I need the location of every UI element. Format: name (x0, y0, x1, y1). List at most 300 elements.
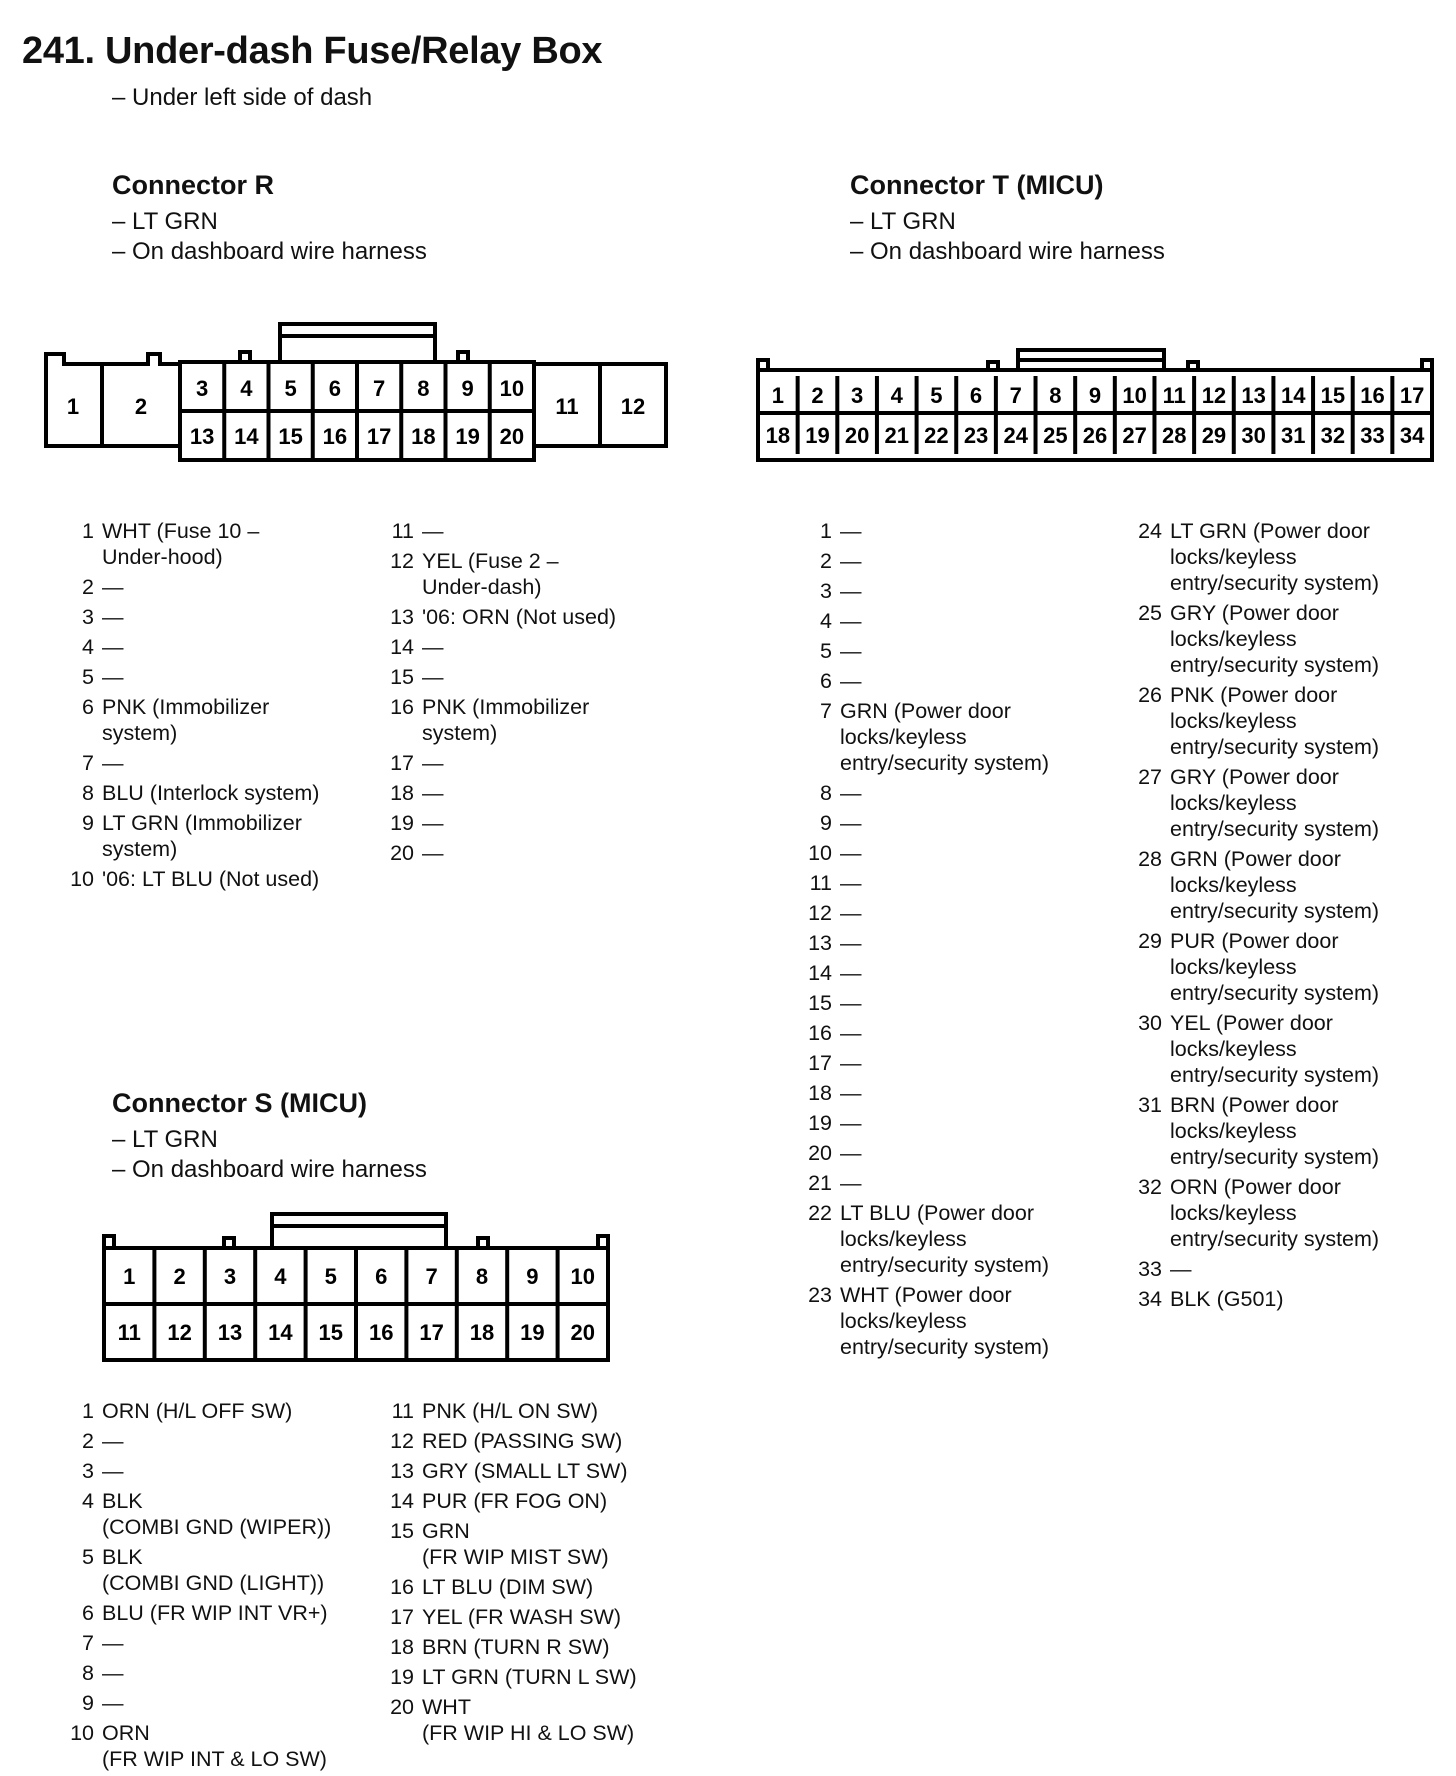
pin-number: 10 (808, 841, 832, 865)
cavity-label: 20 (570, 1320, 596, 1345)
pin-row (800, 780, 1100, 806)
connector-s-title: Connector S (MICU) (112, 1088, 367, 1118)
connector-r-diagram (44, 318, 674, 464)
pin-row (1130, 846, 1436, 924)
pin-row (1130, 1010, 1436, 1088)
pin-row (382, 1694, 702, 1746)
cavity-label: 28 (1162, 423, 1187, 448)
pin-number: 15 (390, 665, 414, 689)
pin-description: — (840, 1081, 862, 1105)
cavity-label: 18 (765, 423, 791, 448)
pin-number: 10 (70, 1721, 94, 1745)
connector-s-pins-right (382, 1398, 702, 1750)
pin-number: 14 (808, 961, 832, 985)
cavity-label: 20 (844, 423, 870, 448)
pin-row (800, 638, 1100, 664)
pin-row (62, 1458, 382, 1484)
pin-description: GRN (Power door locks/keyless entry/security system) (1170, 847, 1380, 923)
pin-row (62, 634, 382, 660)
pin-number: 34 (1138, 1287, 1162, 1311)
pin-number: 30 (1138, 1011, 1162, 1035)
cavity-label: 1 (771, 383, 784, 408)
pin-description: — (840, 961, 862, 985)
pin-description: WHT (FR WIP HI & LO SW) (422, 1695, 635, 1745)
pin-description: BLK (COMBI GND (LIGHT)) (102, 1545, 325, 1595)
cavity-label: 19 (805, 423, 830, 448)
cavity-label: 1 (66, 394, 80, 419)
cavity-label: 5 (930, 383, 943, 408)
pin-row (800, 1080, 1100, 1106)
cavity-label: 13 (217, 1320, 243, 1345)
connector-r-pins-right (382, 518, 702, 870)
cavity-label: 14 (1280, 383, 1306, 408)
pin-row (382, 1574, 702, 1600)
pin-number: 31 (1138, 1093, 1162, 1117)
pin-number: 16 (808, 1021, 832, 1045)
pin-number: 1 (82, 519, 94, 543)
pin-description: — (422, 781, 444, 805)
cavity-label: 9 (461, 376, 474, 401)
pin-row (382, 694, 702, 746)
pin-description: RED (PASSING SW) (422, 1429, 623, 1453)
cavity-label: 6 (969, 383, 983, 408)
pin-description: YEL (FR WASH SW) (422, 1605, 622, 1629)
pin-row (382, 604, 702, 630)
cavity-label: 21 (884, 423, 910, 448)
cavity-label: 17 (419, 1320, 444, 1345)
pin-description: — (840, 519, 862, 543)
cavity-label: 23 (963, 423, 989, 448)
pin-number: 12 (808, 901, 832, 925)
page-title: 241. Under-dash Fuse/Relay Box (22, 30, 603, 72)
pin-description: WHT (Fuse 10 – Under-hood) (102, 519, 260, 569)
pin-number: 19 (390, 811, 414, 835)
pin-description: BLU (Interlock system) (102, 781, 320, 805)
pin-description: — (102, 1631, 124, 1655)
connector-r-location: – On dashboard wire harness (112, 238, 427, 265)
cavity-label: 1 (123, 1264, 136, 1289)
pin-number: 5 (820, 639, 832, 663)
pin-number: 15 (390, 1519, 414, 1543)
pin-description: — (840, 811, 862, 835)
cavity-label: 3 (223, 1264, 237, 1289)
pin-number: 28 (1138, 847, 1162, 871)
pin-row (800, 518, 1100, 544)
pin-description: BLU (FR WIP INT VR+) (102, 1601, 328, 1625)
cavity-label: 10 (570, 1264, 596, 1289)
cavity-label: 15 (1320, 383, 1346, 408)
pin-description: — (422, 635, 444, 659)
cavity-label: 5 (284, 376, 297, 401)
pin-description: — (102, 751, 124, 775)
pin-number: 6 (82, 1601, 94, 1625)
cavity-label: 18 (469, 1320, 495, 1345)
cavity-label: 4 (890, 383, 903, 408)
cavity-label: 10 (499, 376, 525, 401)
cavity-label: 19 (455, 424, 480, 449)
pin-row (62, 518, 382, 570)
pin-number: 6 (82, 695, 94, 719)
pin-number: 5 (82, 665, 94, 689)
pin-number: 16 (390, 1575, 414, 1599)
pin-description: PNK (Power door locks/keyless entry/security system) (1170, 683, 1380, 759)
pin-number: 18 (808, 1081, 832, 1105)
pin-description: — (102, 605, 124, 629)
connector-t-color: – LT GRN (850, 208, 956, 235)
pin-row (800, 1020, 1100, 1046)
cavity-label: 20 (499, 424, 525, 449)
pin-description: YEL (Power door locks/keyless entry/security system) (1170, 1011, 1380, 1087)
pin-number: 13 (390, 1459, 414, 1483)
connector-r-title: Connector R (112, 170, 274, 200)
connector-t-title: Connector T (MICU) (850, 170, 1104, 200)
connector-s-color: – LT GRN (112, 1126, 218, 1153)
pin-description: — (840, 669, 862, 693)
pin-number: 7 (82, 1631, 94, 1655)
cavity-label: 16 (1360, 383, 1385, 408)
pin-row (62, 1544, 382, 1596)
cavity-label: 16 (368, 1320, 394, 1345)
cavity-label: 12 (620, 394, 646, 419)
pin-number: 17 (390, 751, 414, 775)
pin-number: 15 (808, 991, 832, 1015)
pin-description: LT GRN (Immobilizer system) (102, 811, 302, 861)
cavity-label: 9 (1088, 383, 1102, 408)
pin-number: 26 (1138, 683, 1162, 707)
cavity-label: 12 (1201, 383, 1227, 408)
connector-t-pins-left (800, 518, 1100, 1364)
connector-t-location: – On dashboard wire harness (850, 238, 1165, 265)
pin-number: 14 (390, 1489, 414, 1513)
cavity-label: 15 (278, 424, 303, 449)
cavity-label: 14 (234, 424, 259, 449)
pin-description: — (840, 991, 862, 1015)
pin-number: 20 (390, 1695, 414, 1719)
cavity-label: 30 (1241, 423, 1266, 448)
pin-number: 7 (820, 699, 832, 723)
cavity-label: 29 (1201, 423, 1227, 448)
pin-row (382, 780, 702, 806)
pin-number: 5 (82, 1545, 94, 1569)
cavity-label: 13 (189, 424, 215, 449)
pin-row (382, 1458, 702, 1484)
pin-number: 4 (82, 1489, 94, 1513)
pin-description: BRN (Power door locks/keyless entry/security system) (1170, 1093, 1380, 1169)
pin-row (382, 634, 702, 660)
pin-row (62, 810, 382, 862)
pin-number: 3 (820, 579, 832, 603)
pin-row (800, 698, 1100, 776)
cavity-label: 18 (411, 424, 436, 449)
pin-number: 9 (82, 811, 94, 835)
cavity-label: 2 (173, 1264, 186, 1289)
pin-number: 13 (390, 605, 414, 629)
pin-row (382, 1604, 702, 1630)
pin-row (1130, 764, 1436, 842)
connector-r-color: – LT GRN (112, 208, 218, 235)
pin-row (382, 1488, 702, 1514)
cavity-label: 2 (134, 394, 148, 419)
pin-number: 2 (82, 575, 94, 599)
cavity-label: 16 (322, 424, 348, 449)
pin-number: 8 (820, 781, 832, 805)
cavity-label: 19 (520, 1320, 545, 1345)
pin-description: GRN (FR WIP MIST SW) (422, 1519, 609, 1569)
pin-row (800, 960, 1100, 986)
pin-description: BLK (G501) (1170, 1287, 1284, 1311)
pin-description: — (1170, 1257, 1192, 1281)
cavity-label: 13 (1241, 383, 1266, 408)
pin-description: — (840, 639, 862, 663)
pin-row (62, 750, 382, 776)
pin-number: 16 (390, 695, 414, 719)
pin-description: ORN (FR WIP INT & LO SW) (102, 1721, 327, 1771)
pin-number: 2 (82, 1429, 94, 1453)
pin-row (800, 1200, 1100, 1278)
pin-row (62, 1660, 382, 1686)
connector-s-header (112, 1088, 427, 1185)
pin-row (62, 866, 382, 892)
pin-number: 25 (1138, 601, 1162, 625)
pin-row (800, 840, 1100, 866)
pin-row (382, 664, 702, 690)
connector-s-diagram (100, 1208, 620, 1364)
connector-t-diagram (756, 348, 1436, 464)
cavity-label: 6 (375, 1264, 388, 1289)
pin-number: 22 (808, 1201, 832, 1225)
cavity-label: 4 (240, 376, 253, 401)
pin-number: 20 (808, 1141, 832, 1165)
pin-number: 17 (390, 1605, 414, 1629)
pin-number: 21 (808, 1171, 832, 1195)
pin-row (382, 1664, 702, 1690)
pin-row (382, 1634, 702, 1660)
pin-number: 13 (808, 931, 832, 955)
pin-row (1130, 1174, 1436, 1252)
pin-number: 18 (390, 1635, 414, 1659)
pin-description: — (102, 1429, 124, 1453)
pin-number: 2 (820, 549, 832, 573)
pin-description: — (840, 871, 862, 895)
pin-number: 14 (390, 635, 414, 659)
cavity-label: 11 (117, 1320, 141, 1345)
pin-description: PNK (Immobilizer system) (422, 695, 590, 745)
pin-description: WHT (Power door locks/keyless entry/security system) (840, 1283, 1050, 1359)
cavity-label: 11 (555, 394, 579, 419)
connector-t-header (850, 170, 1165, 267)
pin-description: PUR (Power door locks/keyless entry/security system) (1170, 929, 1380, 1005)
pin-number: 3 (82, 1459, 94, 1483)
pin-number: 11 (391, 519, 414, 543)
pin-row (1130, 518, 1436, 596)
pin-row (382, 518, 702, 544)
pin-description: LT GRN (TURN L SW) (422, 1665, 637, 1689)
connector-t-pins-right (1130, 518, 1436, 1316)
pin-description: — (422, 519, 444, 543)
pin-description: — (840, 1171, 862, 1195)
cavity-label: 10 (1122, 383, 1147, 408)
connector-s-location: – On dashboard wire harness (112, 1156, 427, 1183)
pin-number: 24 (1138, 519, 1162, 543)
pin-row (800, 1170, 1100, 1196)
pin-description: GRY (Power door locks/keyless entry/security system) (1170, 601, 1380, 677)
pin-description: LT GRN (Power door locks/keyless entry/security system) (1170, 519, 1380, 595)
pin-description: — (840, 579, 862, 603)
pin-number: 3 (82, 605, 94, 629)
pin-number: 27 (1138, 765, 1162, 789)
cavity-label: 3 (196, 376, 209, 401)
cavity-label: 25 (1043, 423, 1068, 448)
cavity-label: 34 (1399, 423, 1425, 448)
pin-description: YEL (Fuse 2 – Under-dash) (422, 549, 559, 599)
pin-row (1130, 1256, 1436, 1282)
pin-description: — (422, 665, 444, 689)
cavity-label: 7 (425, 1264, 438, 1289)
pin-number: 23 (808, 1283, 832, 1307)
pin-row (382, 1428, 702, 1454)
pin-description: — (840, 1141, 862, 1165)
cavity-label: 26 (1082, 423, 1108, 448)
pin-description: — (840, 1051, 862, 1075)
pin-number: 6 (820, 669, 832, 693)
pin-description: — (102, 1661, 124, 1685)
page-subtitle: – Under left side of dash (112, 84, 373, 111)
pin-description: — (102, 665, 124, 689)
pin-row (62, 780, 382, 806)
pin-row (800, 1282, 1100, 1360)
cavity-label: 2 (811, 383, 824, 408)
pin-row (62, 1630, 382, 1656)
pin-row (800, 810, 1100, 836)
pin-description: — (840, 781, 862, 805)
pin-number: 8 (82, 781, 94, 805)
pin-row (62, 694, 382, 746)
pin-description: — (102, 1459, 124, 1483)
pin-description: ORN (H/L OFF SW) (102, 1399, 293, 1423)
pin-number: 19 (808, 1111, 832, 1135)
pin-description: — (840, 1111, 862, 1135)
cavity-label: 14 (268, 1320, 293, 1345)
pin-number: 9 (82, 1691, 94, 1715)
pin-description: PNK (H/L ON SW) (422, 1399, 598, 1423)
pin-row (1130, 1286, 1436, 1312)
pin-number: 7 (82, 751, 94, 775)
pin-row (382, 750, 702, 776)
pin-description: PNK (Immobilizer system) (102, 695, 270, 745)
pin-row (1130, 928, 1436, 1006)
pin-number: 18 (390, 781, 414, 805)
pin-row (62, 1488, 382, 1540)
pin-number: 4 (820, 609, 832, 633)
cavity-label: 32 (1320, 423, 1346, 448)
cavity-label: 7 (1009, 383, 1022, 408)
pin-number: 33 (1138, 1257, 1162, 1281)
pin-row (62, 574, 382, 600)
pin-row (382, 1518, 702, 1570)
pin-row (800, 870, 1100, 896)
pin-description: — (422, 751, 444, 775)
pin-row (62, 1428, 382, 1454)
pin-row (800, 990, 1100, 1016)
pin-row (800, 900, 1100, 926)
pin-row (382, 548, 702, 600)
cavity-label: 7 (373, 376, 386, 401)
pin-description: — (102, 1691, 124, 1715)
pin-number: 11 (391, 1399, 414, 1423)
pin-row (800, 668, 1100, 694)
cavity-label: 8 (475, 1264, 489, 1289)
cavity-label: 3 (850, 383, 864, 408)
pin-description: BLK (COMBI GND (WIPER)) (102, 1489, 332, 1539)
pin-description: — (840, 549, 862, 573)
pin-row (800, 1140, 1100, 1166)
cavity-label: 33 (1360, 423, 1385, 448)
cavity-label: 17 (366, 424, 392, 449)
pin-row (62, 1690, 382, 1716)
cavity-label: 8 (1049, 383, 1062, 408)
cavity-label: 5 (324, 1264, 337, 1289)
pin-row (62, 1720, 382, 1772)
pin-row (62, 1600, 382, 1626)
pin-row (800, 608, 1100, 634)
pin-description: LT BLU (Power door locks/keyless entry/security system) (840, 1201, 1050, 1277)
pin-description: GRN (Power door locks/keyless entry/security system) (840, 699, 1050, 775)
cavity-label: 11 (1162, 383, 1186, 408)
pin-description: — (840, 1021, 862, 1045)
pin-row (1130, 682, 1436, 760)
pin-number: 12 (390, 1429, 414, 1453)
pin-description: — (102, 635, 124, 659)
pin-row (800, 578, 1100, 604)
pin-number: 11 (809, 871, 832, 895)
pin-row (62, 1398, 382, 1424)
pin-row (800, 1110, 1100, 1136)
pin-description: — (422, 841, 444, 865)
cavity-label: 8 (417, 376, 430, 401)
pin-description: '06: ORN (Not used) (422, 605, 617, 629)
cavity-label: 6 (328, 376, 341, 401)
cavity-label: 9 (526, 1264, 539, 1289)
connector-r-header (112, 170, 427, 267)
pin-number: 20 (390, 841, 414, 865)
cavity-label: 27 (1122, 423, 1147, 448)
cavity-label: 31 (1280, 423, 1306, 448)
pin-description: GRY (Power door locks/keyless entry/security system) (1170, 765, 1380, 841)
pin-description: — (840, 931, 862, 955)
pin-description: — (422, 811, 444, 835)
pin-number: 9 (820, 811, 832, 835)
pin-row (382, 840, 702, 866)
pin-row (800, 930, 1100, 956)
pin-number: 4 (82, 635, 94, 659)
pin-row (800, 548, 1100, 574)
pin-row (1130, 600, 1436, 678)
pin-description: LT BLU (DIM SW) (422, 1575, 594, 1599)
cavity-label: 4 (274, 1264, 287, 1289)
pin-row (382, 810, 702, 836)
pin-row (1130, 1092, 1436, 1170)
pin-row (62, 604, 382, 630)
pin-row (800, 1050, 1100, 1076)
pin-description: — (840, 841, 862, 865)
pin-description: PUR (FR FOG ON) (422, 1489, 608, 1513)
pin-description: — (840, 609, 862, 633)
cavity-label: 22 (924, 423, 949, 448)
pin-number: 1 (820, 519, 832, 543)
cavity-label: 24 (1003, 423, 1028, 448)
cavity-label: 12 (167, 1320, 192, 1345)
pin-row (382, 1398, 702, 1424)
